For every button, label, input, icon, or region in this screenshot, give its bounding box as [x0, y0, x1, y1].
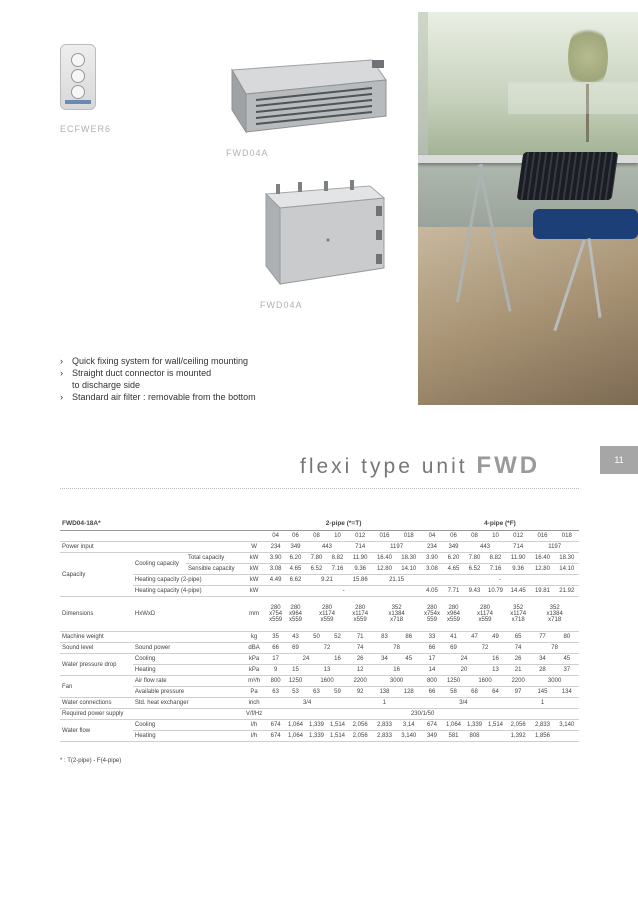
- value-cell: 66: [421, 687, 443, 698]
- value-cell: 11.90: [506, 553, 530, 564]
- dim-cell: 280 x1174 x559: [464, 597, 506, 632]
- unit-cell: kW: [242, 575, 266, 586]
- unit-cell: m³/h: [242, 676, 266, 687]
- value-cell: 1600: [464, 676, 506, 687]
- value-cell: 9: [266, 665, 285, 676]
- row-label: Capacity: [60, 553, 133, 597]
- value-cell: 1250: [443, 676, 464, 687]
- value-cell: 3.08: [266, 564, 285, 575]
- value-cell: 28: [530, 665, 554, 676]
- table-row: [60, 676, 579, 687]
- table-row: [60, 575, 579, 586]
- value-cell: 59: [327, 687, 348, 698]
- value-cell: 20: [443, 665, 485, 676]
- unit-cell: W: [242, 542, 266, 553]
- value-cell: 2200: [348, 676, 372, 687]
- value-cell: 349: [443, 542, 464, 553]
- value-cell: 138: [372, 687, 396, 698]
- value-cell: 6.20: [443, 553, 464, 564]
- value-cell: 77: [530, 632, 554, 643]
- title-light: flexi type unit: [300, 455, 468, 478]
- value-cell: 443: [464, 542, 506, 553]
- value-cell: 16.40: [530, 553, 554, 564]
- model-label: FWD04-18A*: [60, 517, 266, 531]
- table-row: [60, 709, 579, 720]
- sizes-row: [60, 531, 579, 542]
- row-label: Sound level: [60, 643, 133, 654]
- value-cell: 1,856: [530, 731, 554, 742]
- value-cell: 18.30: [397, 553, 421, 564]
- table-row: [60, 665, 579, 676]
- value-cell: 14: [421, 665, 443, 676]
- value-cell: 92: [348, 687, 372, 698]
- value-cell: 1,339: [464, 720, 485, 731]
- value-cell: 37: [555, 665, 579, 676]
- value-cell: 41: [443, 632, 464, 643]
- row-label: Dimensions: [60, 597, 133, 632]
- value-cell: 17: [266, 654, 285, 665]
- value-cell: 11.90: [348, 553, 372, 564]
- value-cell: 66: [421, 643, 443, 654]
- value-cell: 53: [285, 687, 306, 698]
- table-row: [60, 542, 579, 553]
- feature-item: [60, 391, 256, 403]
- unit-cell: l/h: [242, 731, 266, 742]
- page-title: [300, 452, 540, 480]
- chair-back: [517, 152, 619, 200]
- value-cell: 3/4: [266, 698, 348, 709]
- value-cell: 63: [306, 687, 327, 698]
- unit-cell: mm: [242, 597, 266, 632]
- sub-label: HxWxD: [133, 597, 242, 632]
- table-row: [60, 632, 579, 643]
- value-cell: [485, 731, 506, 742]
- value-cell: 14.10: [397, 564, 421, 575]
- value-cell: 26: [506, 654, 530, 665]
- value-cell: 21: [506, 665, 530, 676]
- value-cell: 800: [266, 676, 285, 687]
- value-cell: 2,833: [530, 720, 554, 731]
- value-cell: 10.79: [485, 586, 506, 597]
- value-cell: 34: [530, 654, 554, 665]
- value-cell: 8.82: [327, 553, 348, 564]
- value-cell: 14.45: [506, 586, 530, 597]
- value-cell: 808: [464, 731, 485, 742]
- row-label: Power input: [60, 542, 242, 553]
- spec-table: [60, 517, 579, 742]
- sub-label: Heating capacity (4-pipe): [133, 586, 242, 597]
- size-cell: 06: [285, 531, 306, 542]
- value-cell: 83: [372, 632, 396, 643]
- value-cell: 86: [397, 632, 421, 643]
- value-cell: 33: [421, 632, 443, 643]
- title-model: FWD: [476, 452, 541, 479]
- unit-cell: kW: [242, 564, 266, 575]
- unit-cell: dBA: [242, 643, 266, 654]
- sub-label: Cooling capacity: [133, 553, 186, 575]
- value-cell: 7.71: [443, 586, 464, 597]
- value-cell: 35: [266, 632, 285, 643]
- value-cell: 24: [285, 654, 327, 665]
- unit-cell: kg: [242, 632, 266, 643]
- value-cell: 69: [443, 643, 464, 654]
- value-cell: 21.15: [372, 575, 421, 586]
- value-cell: 3.08: [421, 564, 443, 575]
- table-row: [60, 586, 579, 597]
- table-row: [60, 553, 579, 564]
- value-cell: 78: [530, 643, 579, 654]
- row-label: Required power supply: [60, 709, 242, 720]
- value-cell: 6.62: [285, 575, 306, 586]
- value-cell: 134: [555, 687, 579, 698]
- value-cell: 19.81: [530, 586, 554, 597]
- table-row: [60, 698, 579, 709]
- value-cell: 65: [506, 632, 530, 643]
- sub-label: Sound power: [133, 643, 242, 654]
- sub-label: Sensible capacity: [186, 564, 242, 575]
- value-cell: 74: [348, 643, 372, 654]
- feature-item: [60, 355, 256, 367]
- table-header-row: [60, 517, 579, 531]
- unit-cell: kW: [242, 586, 266, 597]
- value-cell: 1250: [285, 676, 306, 687]
- sub-label: Air flow rate: [133, 676, 242, 687]
- dim-cell: 280 x964 x559: [443, 597, 464, 632]
- product-photos: [0, 0, 638, 405]
- value-cell: 145: [530, 687, 554, 698]
- thermostat-caption: ECFWER6: [60, 124, 112, 134]
- balcony-railing: [508, 82, 638, 114]
- value-cell: 2,833: [372, 720, 396, 731]
- value-cell: 74: [506, 643, 530, 654]
- thermostat-dial: [71, 53, 85, 67]
- value-cell: 12.80: [530, 564, 554, 575]
- value-cell: 3000: [530, 676, 579, 687]
- value-cell: 9.21: [306, 575, 348, 586]
- unit-cell: kW: [242, 553, 266, 564]
- value-cell: 15.86: [348, 575, 372, 586]
- row-label: Water flow: [60, 720, 133, 742]
- sub-label: Heating capacity (2-pipe): [133, 575, 242, 586]
- size-cell: 06: [443, 531, 464, 542]
- feature-text: Straight duct connector is mounted: [72, 368, 212, 378]
- value-cell: 1,514: [485, 720, 506, 731]
- value-cell: 230/1/50: [266, 709, 579, 720]
- value-cell: 7.16: [327, 564, 348, 575]
- thermostat-dial: [71, 85, 85, 99]
- table-row: [60, 720, 579, 731]
- value-cell: 1,339: [306, 720, 327, 731]
- value-cell: 52: [327, 632, 348, 643]
- feature-text: to discharge side: [72, 380, 141, 390]
- unit-cell: kPa: [242, 665, 266, 676]
- size-cell: 016: [372, 531, 396, 542]
- value-cell: 24: [443, 654, 485, 665]
- value-cell: 2,833: [372, 731, 396, 742]
- value-cell: 58: [443, 687, 464, 698]
- size-cell: 018: [397, 531, 421, 542]
- value-cell: 443: [306, 542, 348, 553]
- value-cell: 15: [285, 665, 306, 676]
- value-cell: 69: [285, 643, 306, 654]
- feature-list: [60, 355, 256, 403]
- bullet-arrow: ›: [60, 356, 63, 366]
- value-cell: 43: [285, 632, 306, 643]
- feature-item: [60, 367, 256, 379]
- value-cell: 9.43: [464, 586, 485, 597]
- value-cell: 714: [506, 542, 530, 553]
- feature-text: Standard air filter : removable from the bottom: [72, 392, 256, 402]
- value-cell: 34: [372, 654, 396, 665]
- size-cell: 04: [266, 531, 285, 542]
- value-cell: 9.36: [348, 564, 372, 575]
- dim-cell: 280 x1174 x559: [306, 597, 348, 632]
- table-row: [60, 643, 579, 654]
- dim-cell: 280 x1174 x559: [348, 597, 372, 632]
- value-cell: 4.65: [285, 564, 306, 575]
- value-cell: 1,339: [306, 731, 327, 742]
- sub-label: Available pressure: [133, 687, 242, 698]
- concealed-unit-image: [258, 180, 388, 290]
- sub-label: Total capacity: [186, 553, 242, 564]
- value-cell: 3,14: [397, 720, 421, 731]
- value-cell: 3000: [372, 676, 421, 687]
- size-cell: 018: [555, 531, 579, 542]
- value-cell: 80: [555, 632, 579, 643]
- value-cell: 3,140: [397, 731, 421, 742]
- value-cell: 674: [421, 720, 443, 731]
- table-row: [60, 654, 579, 665]
- value-cell: 16: [327, 654, 348, 665]
- value-cell: 581: [443, 731, 464, 742]
- sub-label: Cooling: [133, 654, 242, 665]
- chair-seat: [533, 209, 638, 239]
- table-row: [60, 687, 579, 698]
- value-cell: 7.80: [464, 553, 485, 564]
- sub-label: Cooling: [133, 720, 242, 731]
- row-label: Water pressure drop: [60, 654, 133, 676]
- dim-cell: 352 x1384 x718: [372, 597, 421, 632]
- value-cell: 13: [485, 665, 506, 676]
- title-rule: [60, 488, 579, 489]
- value-cell: 349: [421, 731, 443, 742]
- dim-cell: 280 x964 x559: [285, 597, 306, 632]
- sub-label: Heating: [133, 731, 242, 742]
- sub-label: Heating: [133, 665, 242, 676]
- bullet-arrow: ›: [60, 368, 63, 378]
- unit-cell: inch: [242, 698, 266, 709]
- value-cell: 128: [397, 687, 421, 698]
- dim-cell: 352 x1174 x718: [506, 597, 530, 632]
- value-cell: 9.36: [506, 564, 530, 575]
- office-room-photo: [418, 12, 638, 405]
- value-cell: 3.90: [266, 553, 285, 564]
- value-cell: 17: [421, 654, 443, 665]
- value-cell: 234: [266, 542, 285, 553]
- value-cell: 3.90: [421, 553, 443, 564]
- value-cell: 8.82: [485, 553, 506, 564]
- value-cell: 16: [372, 665, 421, 676]
- value-cell: 1: [348, 698, 421, 709]
- group-2pipe: 2-pipe (*=T): [266, 517, 421, 531]
- dim-cell: 280 x754x 559: [421, 597, 443, 632]
- value-cell: 1,392: [506, 731, 530, 742]
- value-cell: 16: [485, 654, 506, 665]
- size-cell: 016: [530, 531, 554, 542]
- value-cell: 45: [397, 654, 421, 665]
- value-cell: -: [421, 575, 579, 586]
- row-label: Water connections: [60, 698, 133, 709]
- value-cell: 21.92: [555, 586, 579, 597]
- value-cell: 97: [506, 687, 530, 698]
- value-cell: 72: [306, 643, 348, 654]
- value-cell: 3,140: [555, 720, 579, 731]
- value-cell: 16.40: [372, 553, 396, 564]
- bullet-arrow: ›: [60, 392, 63, 402]
- value-cell: 71: [348, 632, 372, 643]
- value-cell: 2,056: [348, 731, 372, 742]
- size-cell: 10: [327, 531, 348, 542]
- value-cell: 64: [485, 687, 506, 698]
- value-cell: 6.52: [306, 564, 327, 575]
- row-label: Machine weight: [60, 632, 242, 643]
- value-cell: 26: [348, 654, 372, 665]
- value-cell: 13: [306, 665, 348, 676]
- value-cell: 12: [348, 665, 372, 676]
- size-cell: 012: [506, 531, 530, 542]
- row-label: Fan: [60, 676, 133, 698]
- size-cell: 04: [421, 531, 443, 542]
- value-cell: 49: [485, 632, 506, 643]
- value-cell: 1,514: [327, 731, 348, 742]
- value-cell: 3/4: [421, 698, 506, 709]
- value-cell: 50: [306, 632, 327, 643]
- ceiling-unit-image: [222, 58, 387, 136]
- value-cell: 2200: [506, 676, 530, 687]
- value-cell: 674: [266, 731, 285, 742]
- value-cell: -: [266, 586, 421, 597]
- value-cell: 4.65: [443, 564, 464, 575]
- value-cell: 7.16: [485, 564, 506, 575]
- value-cell: 1,514: [327, 720, 348, 731]
- value-cell: 72: [464, 643, 506, 654]
- size-cell: 08: [306, 531, 327, 542]
- value-cell: 714: [348, 542, 372, 553]
- value-cell: 6.20: [285, 553, 306, 564]
- size-cell: 08: [464, 531, 485, 542]
- value-cell: 1,064: [285, 731, 306, 742]
- value-cell: 234: [421, 542, 443, 553]
- value-cell: 12.80: [372, 564, 396, 575]
- table-row: [60, 597, 579, 632]
- thermostat-dial: [71, 69, 85, 83]
- value-cell: 1197: [372, 542, 421, 553]
- unit-cell: Pa: [242, 687, 266, 698]
- photo-top-gap: [418, 0, 638, 12]
- unit-top-caption: FWD04A: [226, 148, 269, 158]
- value-cell: 78: [372, 643, 421, 654]
- value-cell: [555, 731, 579, 742]
- value-cell: 2,056: [506, 720, 530, 731]
- group-4pipe: 4-pipe (*F): [421, 517, 579, 531]
- thermostat-logo: [65, 100, 91, 104]
- value-cell: 1: [506, 698, 579, 709]
- sub-label: Std. heat exchanger: [133, 698, 242, 709]
- value-cell: 14.10: [555, 564, 579, 575]
- thermostat-image: [60, 44, 96, 110]
- value-cell: 18.30: [555, 553, 579, 564]
- value-cell: 6.52: [464, 564, 485, 575]
- value-cell: 47: [464, 632, 485, 643]
- value-cell: 349: [285, 542, 306, 553]
- value-cell: 63: [266, 687, 285, 698]
- dim-cell: 352 x1384 x718: [530, 597, 579, 632]
- value-cell: 674: [266, 720, 285, 731]
- footnote: * : T(2-pipe) - F(4-pipe): [60, 758, 122, 764]
- value-cell: 1197: [530, 542, 579, 553]
- wood-floor: [418, 227, 638, 405]
- value-cell: 1,064: [443, 720, 464, 731]
- value-cell: 4.05: [421, 586, 443, 597]
- table-row: [60, 731, 579, 742]
- size-cell: 10: [485, 531, 506, 542]
- feature-text: Quick fixing system for wall/ceiling mounting: [72, 356, 249, 366]
- value-cell: 1,064: [285, 720, 306, 731]
- feature-item: [60, 379, 256, 391]
- unit-cell: kPa: [242, 654, 266, 665]
- unit-cell: V/f/Hz: [242, 709, 266, 720]
- unit-bottom-caption: FWD04A: [260, 300, 303, 310]
- value-cell: 800: [421, 676, 443, 687]
- value-cell: 45: [555, 654, 579, 665]
- page-number: 11: [600, 446, 638, 474]
- value-cell: 66: [266, 643, 285, 654]
- value-cell: 7.80: [306, 553, 327, 564]
- value-cell: 2,056: [348, 720, 372, 731]
- value-cell: 4.49: [266, 575, 285, 586]
- size-cell: 012: [348, 531, 372, 542]
- unit-cell: l/h: [242, 720, 266, 731]
- dim-cell: 280 x754 x559: [266, 597, 285, 632]
- value-cell: 68: [464, 687, 485, 698]
- value-cell: 1600: [306, 676, 348, 687]
